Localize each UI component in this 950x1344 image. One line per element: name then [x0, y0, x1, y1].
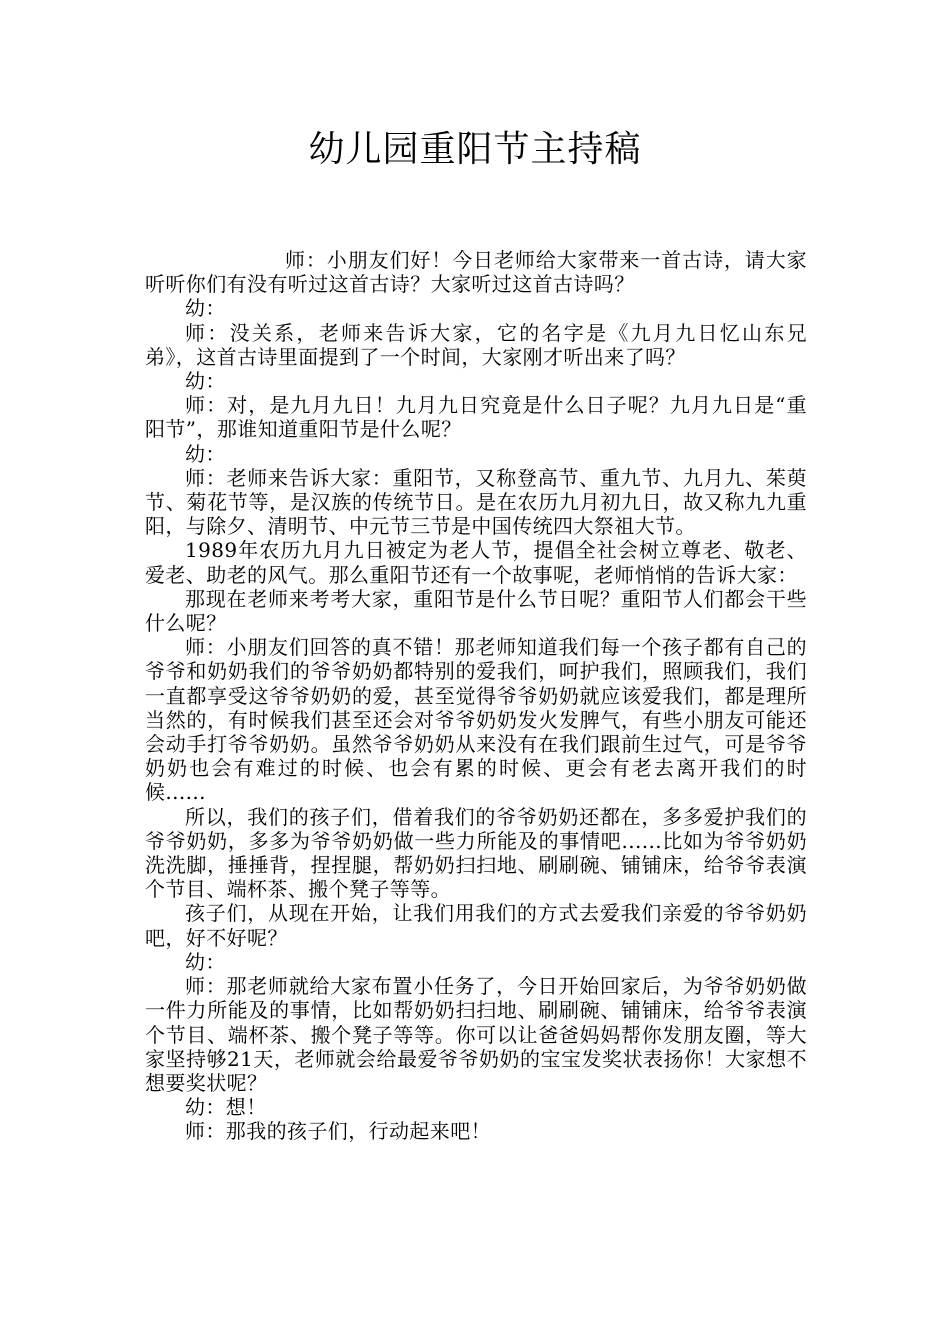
paragraph: 师：没关系，老师来告诉大家，它的名字是《九月九日忆山东兄弟》，这首古诗里面提到了一个时间，大家刚才听出来了吗？	[145, 320, 807, 369]
paragraph: 幼：	[185, 296, 226, 321]
paragraph: 幼：	[185, 441, 226, 466]
document-body	[145, 248, 807, 1144]
document-title: 幼儿园重阳节主持稿	[308, 129, 642, 170]
paragraph: 幼：	[185, 369, 226, 394]
paragraph: 幼：想！	[185, 1095, 267, 1120]
paragraph: 师：小朋友们回答的真不错！那老师知道我们每一个孩子都有自己的爷爷和奶奶我们的爷爷奶奶都特别的爱我们，呵护我们，照顾我们，我们一直都享受这爷爷奶奶的爱，甚至觉得爷爷奶奶就应该爱我们，都是理所当然的，有时候我们甚至还会对爷爷奶奶发火发脾气，有些小朋友可能还会动手打爷爷奶奶。虽然爷爷奶奶从来没有在我们跟前生过气，可是爷爷奶奶也会有难过的时候、也会有累的时候、更会有老去离开我们的时候......	[145, 635, 807, 805]
paragraph: 师：小朋友们好！今日老师给大家带来一首古诗，请大家听听你们有没有听过这首古诗？大家听过这首古诗吗？	[145, 248, 807, 297]
paragraph: 师：老师来告诉大家：重阳节，又称登高节、重九节、九月九、茱萸节、菊花节等，是汉族的传统节日。是在农历九月初九日，故又称九九重阳，与除夕、清明节、中元节三节是中国传统四大祭祖大节。	[145, 465, 807, 539]
paragraph: 1989年农历九月九日被定为老人节，提倡全社会树立尊老、敬老、爱老、助老的风气。那么重阳节还有一个故事呢，老师悄悄的告诉大家：	[145, 538, 807, 587]
paragraph: 师：那我的孩子们，行动起来吧！	[185, 1119, 491, 1144]
paragraph: 师：那老师就给大家布置小任务了，今日开始回家后，为爷爷奶奶做一件力所能及的事情，比如帮奶奶扫扫地、刷刷碗、铺铺床，给爷爷表演个节目、端杯茶、搬个凳子等等。你可以让爸爸妈妈帮你发朋友圈，等大家坚持够21天，老师就会给最爱爷爷奶奶的宝宝发奖状表扬你！大家想不想要奖状呢？	[145, 974, 807, 1095]
paragraph: 那现在老师来考考大家，重阳节是什么节日呢？重阳节人们都会干些什么呢？	[145, 586, 807, 636]
paragraph: 幼：	[185, 949, 226, 974]
paragraph: 所以，我们的孩子们，借着我们的爷爷奶奶还都在，多多爱护我们的爷爷奶奶，多多为爷爷奶奶做一些力所能及的事情吧......比如为爷爷奶奶洗洗脚，捶捶背，捏捏腿，帮奶奶扫扫地、刷刷碗、铺铺床，给爷爷表演个节目、端杯茶、搬个凳子等等。	[145, 804, 807, 902]
paragraph: 师：对，是九月九日！九月九日究竟是什么日子呢？九月九日是“重阳节”，那谁知道重阳节是什么呢？	[145, 393, 807, 442]
paragraph: 孩子们，从现在开始，让我们用我们的方式去爱我们亲爱的爷爷奶奶吧，好不好呢？	[145, 901, 807, 950]
